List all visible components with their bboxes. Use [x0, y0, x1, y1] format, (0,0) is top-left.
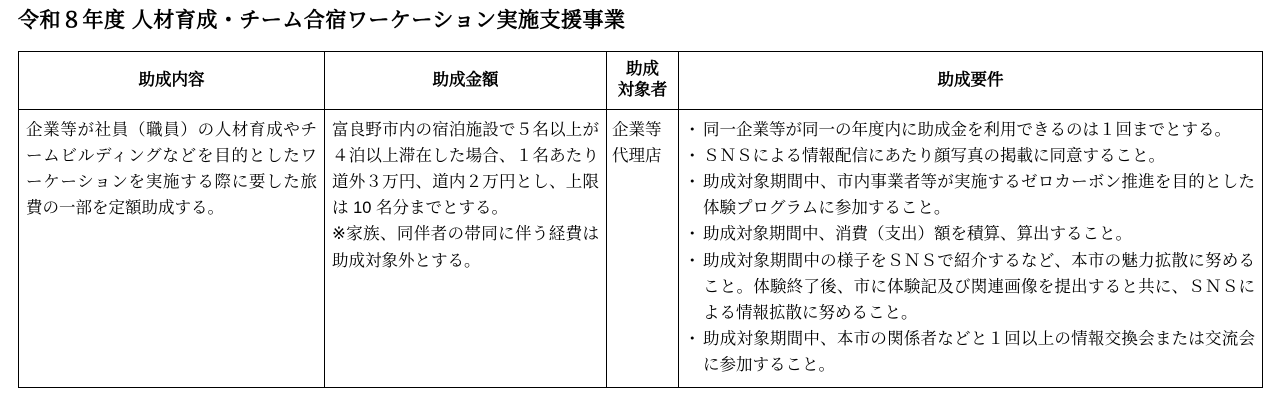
- column-header-grant-recipient-line1-text: 助成: [626, 60, 659, 78]
- grant-program-table: [18, 51, 1263, 388]
- list-item: ・ ＳＮＳによる情報配信にあたり顔写真の掲載に同意すること。: [686, 143, 1255, 169]
- column-header-grant-content: 助成内容: [19, 52, 325, 110]
- cell-grant-amount: [325, 110, 607, 388]
- list-item: ・ 助成対象期間中の様子をＳＮＳで紹介するなど、本市の魅力拡散に努めること。体験終了後、市に体験記及び関連画像を提出すると共に、ＳＮＳによる情報拡散に努めること。: [686, 248, 1255, 326]
- table-header-row: [19, 52, 1263, 110]
- cell-grant-requirements: [679, 110, 1263, 388]
- column-header-grant-amount: 助成金額: [325, 52, 607, 110]
- column-header-grant-recipient: [607, 52, 679, 110]
- list-item: ・ 助成対象期間中、消費（支出）額を積算、算出すること。: [686, 221, 1255, 247]
- grant-amount-note: ※家族、同伴者の帯同に伴う経費は助成対象外とする。: [332, 225, 599, 270]
- grant-recipient-line1: 企業等: [612, 121, 662, 140]
- list-item: ・ 助成対象期間中、市内事業者等が実施するゼロカーボン推進を目的とした体験プログラムに参加すること。: [686, 169, 1255, 221]
- list-item: ・ 同一企業等が同一の年度内に助成金を利用できるのは１回までとする。: [686, 117, 1255, 143]
- column-header-grant-recipient-line2-text: 対象者: [617, 81, 668, 100]
- cell-grant-content: [19, 110, 325, 388]
- list-item: ・ 助成対象期間中、本市の関係者などと１回以上の情報交換会または交流会に参加すること。: [686, 326, 1255, 378]
- cell-grant-recipient: [607, 110, 679, 388]
- grant-amount-text: 富良野市内の宿泊施設で５名以上が４泊以上滞在した場合、１名あたり道外３万円、道内２万円とし、上限は 10 名分までとする。: [332, 121, 599, 218]
- grant-requirements-list: [686, 117, 1255, 378]
- grant-recipient-line2: 代理店: [612, 147, 662, 166]
- table-row: [19, 110, 1263, 388]
- grant-content-text: 企業等が社員（職員）の人材育成やチームビルディングなどを目的としたワーケーションを実施する際に要した旅費の一部を定額助成する。: [26, 121, 317, 218]
- page-title: 令和８年度 人材育成・チーム合宿ワーケーション実施支援事業: [18, 9, 626, 32]
- column-header-grant-requirements: 助成要件: [679, 52, 1263, 110]
